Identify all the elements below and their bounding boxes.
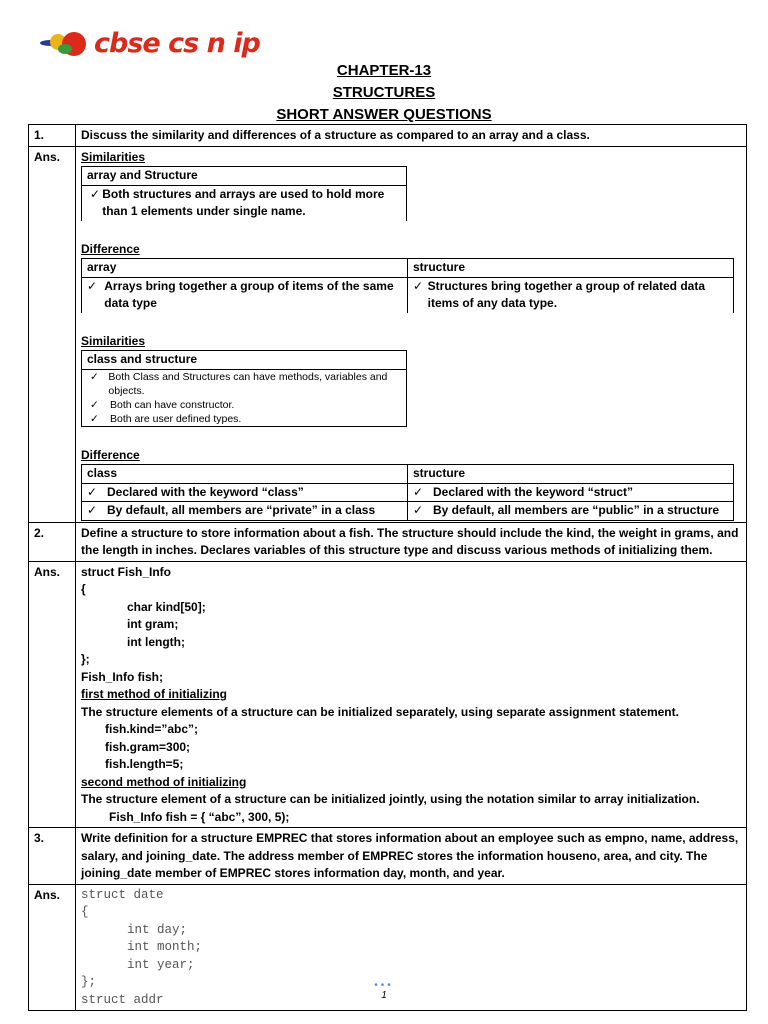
table-header: array and Structure	[82, 167, 407, 186]
similarity-table-class	[81, 350, 407, 427]
difference-table-array	[81, 258, 734, 313]
method-description: The structure element of a structure can be initialized jointly, using the notation similar to array initialization.	[81, 792, 700, 806]
method-heading: first method of initializing	[81, 687, 227, 701]
section-title: SHORT ANSWER QUESTIONS	[276, 106, 492, 123]
table-cell	[408, 483, 734, 502]
table-cell-text: Declared with the keyword “class”	[107, 484, 304, 499]
check-icon: ✓	[90, 186, 101, 201]
code-line: struct addr	[81, 992, 164, 1007]
difference-table-class	[81, 464, 734, 521]
table-header: array	[82, 259, 408, 278]
qa-table	[28, 124, 747, 1011]
answer-row-1	[29, 146, 747, 522]
code-line: char kind[50];	[127, 599, 206, 614]
answer-label: Ans.	[29, 146, 76, 522]
code-line: };	[81, 652, 90, 666]
question-number: 3.	[29, 828, 76, 885]
chapter-title: CHAPTER-13	[336, 62, 432, 79]
code-line: int length;	[127, 634, 185, 649]
table-cell-text: By default, all members are “private” in a class	[107, 503, 376, 517]
table-cell-text: Declared with the keyword “struct”	[433, 484, 634, 499]
code-line: int year;	[127, 957, 195, 972]
check-icon: ✓	[87, 503, 98, 517]
method-heading: second method of initializing	[81, 774, 247, 789]
check-icon: ✓	[90, 398, 99, 411]
code-line: Fish_Info fish;	[81, 669, 163, 684]
answer-label: Ans.	[29, 561, 76, 828]
table-cell	[82, 502, 408, 521]
code-line: fish.length=5;	[105, 757, 184, 771]
answer-label: Ans.	[29, 884, 76, 1011]
code-line: fish.gram=300;	[105, 739, 191, 754]
site-logo	[36, 28, 260, 64]
code-line: Fish_Info fish = { “abc”, 300, 5);	[109, 809, 290, 824]
answer-content	[76, 561, 747, 828]
logo-mark-dot	[58, 44, 72, 54]
table-header: class	[82, 465, 408, 484]
table-cell	[82, 277, 408, 313]
question-text: Write definition for a structure EMPREC that stores information about an employee such as empno, name, address, salary, and joining_date. The address member of EMPREC stores the information houseno, area, and city. The joining_date member of EMPREC stores information day, month, and year.	[76, 828, 747, 885]
question-text: Discuss the similarity and differences of a structure as compared to an array and a class.	[76, 125, 747, 147]
table-header: structure	[408, 259, 734, 278]
similarities-heading: Similarities	[81, 149, 146, 164]
logo-text: cbse cs n ip	[94, 28, 260, 59]
similarity-table-array	[81, 166, 407, 221]
question-number: 2.	[29, 522, 76, 561]
code-line: struct date	[81, 887, 164, 902]
code-line: {	[81, 905, 89, 919]
table-header: structure	[408, 465, 734, 484]
code-line: int month;	[127, 940, 203, 954]
code-line: struct Fish_Info	[81, 564, 172, 579]
page-number: 1	[381, 990, 387, 1001]
question-row-3	[29, 828, 747, 885]
table-cell	[408, 277, 734, 313]
page-footer	[0, 982, 768, 1001]
table-cell	[408, 502, 734, 521]
table-cell-text: Arrays bring together a group of items of the same data type	[104, 278, 394, 310]
question-row-1	[29, 125, 747, 147]
question-text: Define a structure to store information about a fish. The structure should include the kind, the weight in grams, and the length in inches. Declares variables of this structure type and discuss various methods of initializing them.	[76, 522, 747, 561]
answer-content	[76, 146, 747, 522]
table-cell-text: By default, all members are “public” in a structure	[433, 503, 720, 517]
code-line: };	[81, 975, 97, 989]
table-header: class and structure	[82, 351, 407, 370]
dots-icon: •••	[374, 980, 394, 991]
similarities-heading: Similarities	[81, 333, 146, 348]
check-icon: ✓	[87, 278, 98, 293]
check-icon: ✓	[90, 412, 99, 425]
method-description: The structure elements of a structure can be initialized separately, using separate assignment statement.	[81, 704, 679, 719]
answer-row-2	[29, 561, 747, 828]
check-icon: ✓	[87, 484, 98, 499]
code-line: fish.kind=”abc”;	[105, 722, 199, 736]
table-cell-text: Structures bring together a group of related data items of any data type.	[427, 278, 706, 310]
table-cell	[82, 369, 407, 426]
check-icon: ✓	[413, 484, 424, 499]
list-item: Both Class and Structures can have methods, variables and objects.	[108, 370, 388, 397]
code-line: int day;	[127, 922, 188, 937]
code-line: int gram;	[127, 617, 179, 631]
table-cell	[82, 483, 408, 502]
question-number: 1.	[29, 125, 76, 147]
page-headings	[0, 60, 768, 126]
table-cell	[82, 185, 407, 221]
list-item: Both are user defined types.	[110, 412, 242, 425]
question-row-2	[29, 522, 747, 561]
check-icon: ✓	[413, 278, 424, 293]
check-icon: ✓	[413, 503, 424, 517]
code-line: {	[81, 582, 86, 596]
check-icon: ✓	[90, 370, 99, 383]
difference-heading: Difference	[81, 241, 140, 256]
topic-title: STRUCTURES	[332, 84, 436, 101]
list-item: Both can have constructor.	[110, 398, 235, 411]
difference-heading: Difference	[81, 447, 140, 462]
table-cell-text: Both structures and arrays are used to hold more than 1 elements under single name.	[102, 186, 385, 218]
